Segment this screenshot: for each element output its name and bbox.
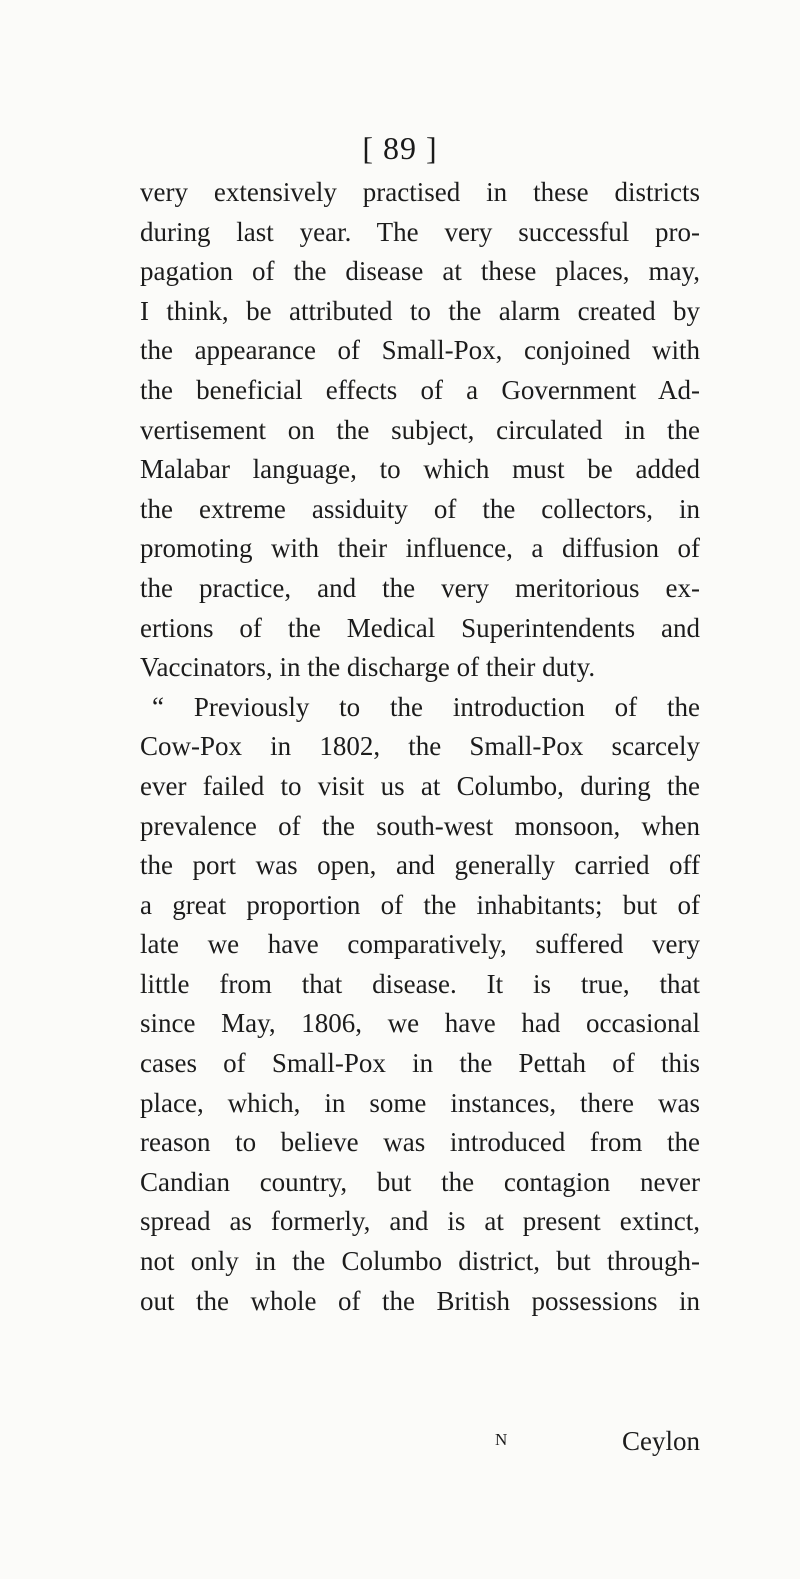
text-line: ever failed to visit us at Columbo, during the bbox=[140, 770, 700, 801]
text-line: the port was open, and generally carried off bbox=[140, 850, 700, 881]
text-line: out the whole of the British possessions in bbox=[140, 1285, 700, 1316]
text-line: the beneficial effects of a Government Ad- bbox=[140, 374, 700, 405]
text-line: Malabar language, to which must be added bbox=[140, 454, 700, 485]
text-line: the extreme assiduity of the collectors, in bbox=[140, 493, 700, 524]
text-line: pagation of the disease at these places, may, bbox=[140, 256, 700, 287]
text-line: Vaccinators, in the discharge of their duty. bbox=[140, 652, 596, 683]
catchword: Ceylon bbox=[622, 1426, 700, 1456]
body-text bbox=[140, 173, 700, 1321]
page-number: [ 89 ] bbox=[362, 130, 438, 166]
text-line: since May, 1806, we have had occasional bbox=[140, 1008, 700, 1039]
text-line: spread as formerly, and is at present extinct, bbox=[140, 1206, 700, 1237]
text-line: ertions of the Medical Superintendents and bbox=[140, 612, 700, 643]
text-line: not only in the Columbo district, but through- bbox=[140, 1246, 700, 1277]
text-line: a great proportion of the inhabitants; but of bbox=[140, 889, 700, 920]
page-footer bbox=[140, 1422, 700, 1462]
text-line: “ Previously to the introduction of the bbox=[152, 691, 700, 722]
text-line: reason to believe was introduced from the bbox=[140, 1127, 700, 1158]
text-line: place, which, in some instances, there was bbox=[140, 1087, 700, 1118]
text-line: late we have comparatively, suffered very bbox=[140, 929, 700, 960]
text-line: Cow-Pox in 1802, the Small-Pox scarcely bbox=[140, 731, 700, 762]
text-line: prevalence of the south-west monsoon, when bbox=[140, 810, 700, 841]
text-line: during last year. The very successful pro- bbox=[140, 216, 700, 247]
text-line: cases of Small-Pox in the Pettah of this bbox=[140, 1048, 700, 1079]
text-line: vertisement on the subject, circulated in the bbox=[140, 414, 700, 445]
text-line: Candian country, but the contagion never bbox=[140, 1166, 700, 1197]
text-line: little from that disease. It is true, that bbox=[140, 968, 700, 999]
text-line: I think, be attributed to the alarm created by bbox=[140, 295, 700, 326]
text-line: the appearance of Small-Pox, conjoined with bbox=[140, 335, 700, 366]
text-line: very extensively practised in these districts bbox=[140, 177, 700, 207]
text-line: promoting with their influence, a diffusion of bbox=[140, 533, 700, 564]
signature-mark: N bbox=[495, 1430, 509, 1449]
text-line: the practice, and the very meritorious ex- bbox=[140, 572, 700, 603]
